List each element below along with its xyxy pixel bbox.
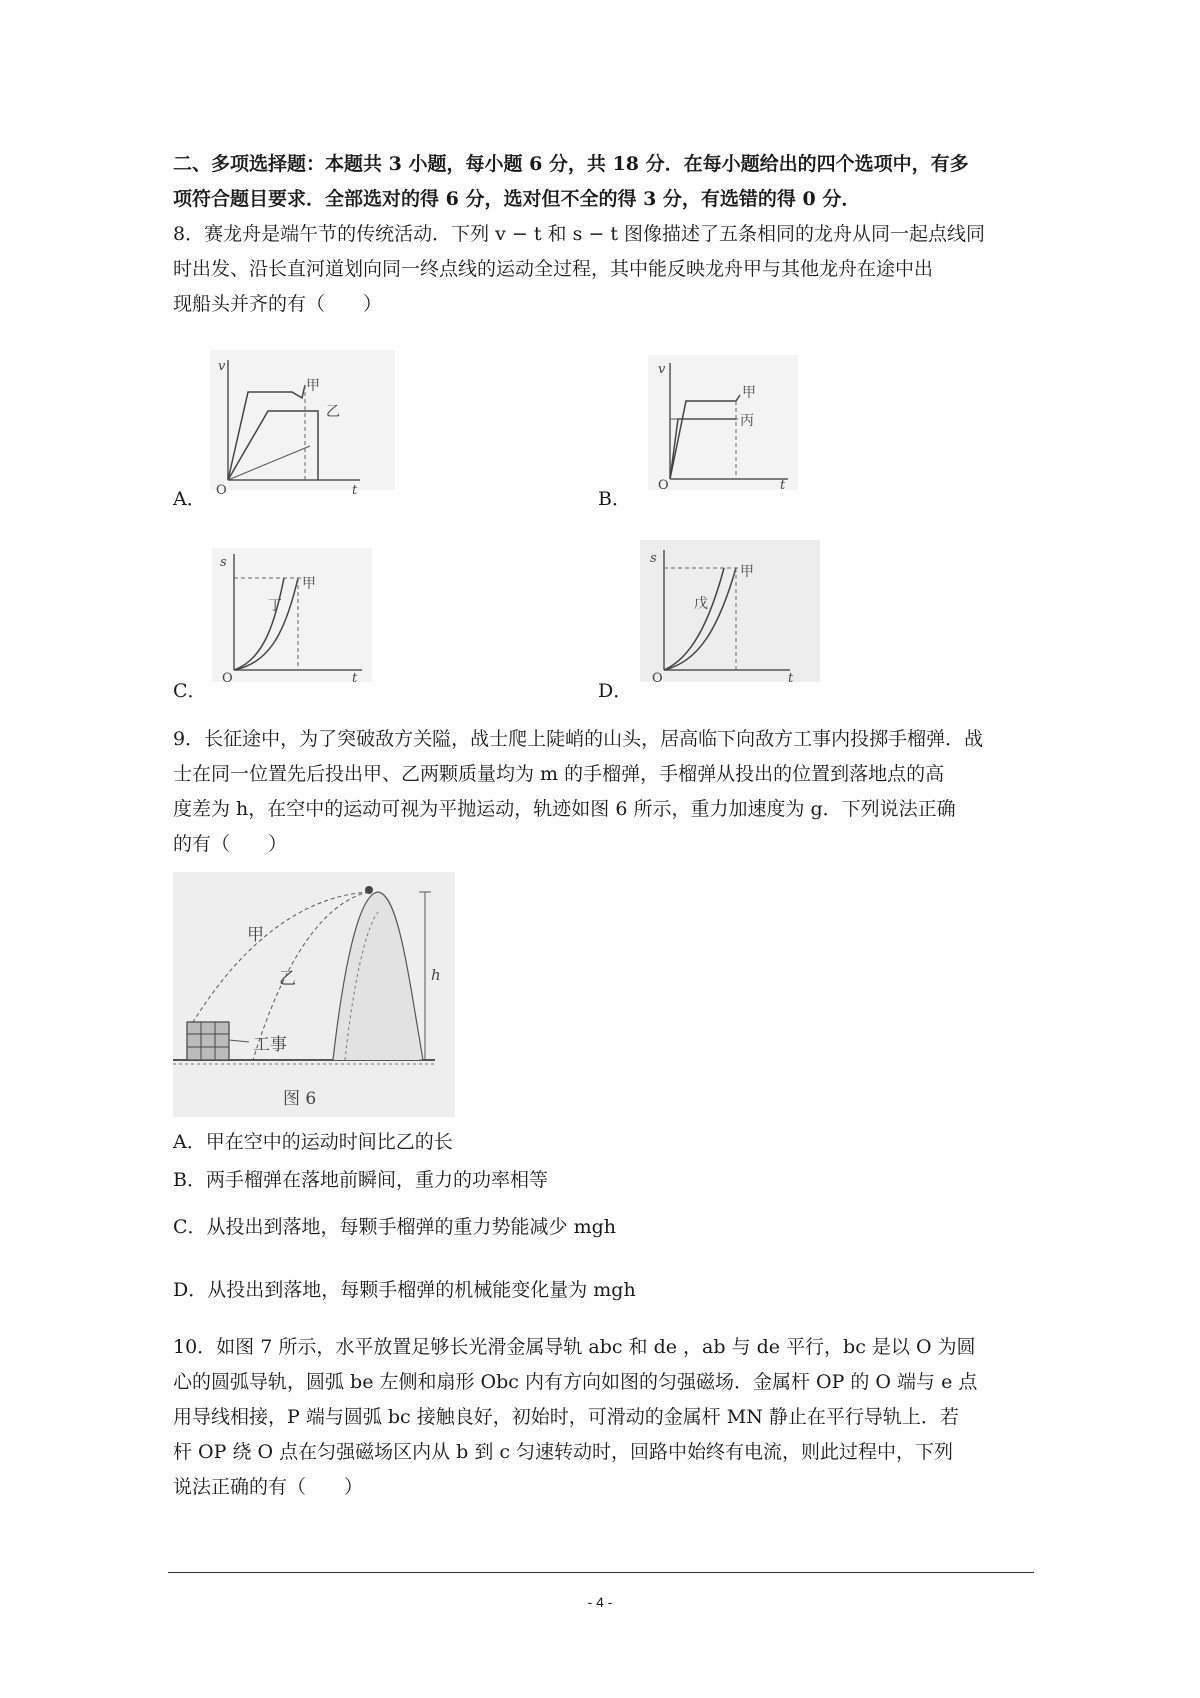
x-axis-label: t	[352, 483, 358, 498]
y-axis-label: v	[218, 359, 226, 374]
q9-option-a: A．甲在空中的运动时间比乙的长	[173, 1131, 453, 1153]
q8-text-line2: 时出发、沿长直河道划向同一终点线的运动全过程，其中能反映龙舟甲与其他龙舟在途中出	[173, 258, 934, 280]
q10-text-line1: 10．如图 7 所示，水平放置足够长光滑金属导轨 abc 和 de ，ab 与 de 平行，bc 是以 O 为圆	[173, 1336, 976, 1358]
curve-label-wu: 戊	[694, 596, 708, 612]
x-axis-label: t	[780, 478, 786, 493]
origin-label: O	[222, 671, 233, 686]
curve-label-ding: 丁	[268, 598, 282, 614]
curve-label-bing: 丙	[740, 413, 754, 429]
label-yi: 乙	[279, 969, 296, 989]
q8-option-c-graph	[212, 548, 372, 686]
q10-text-line4: 杆 OP 绕 O 点在匀强磁场区内从 b 到 c 匀速转动时，回路中始终有电流，则此过程中，下列	[173, 1441, 954, 1463]
q10-text-line3: 用导线相接，P 端与圆弧 bc 接触良好，初始时，可滑动的金属杆 MN 静止在平行导轨上．若	[173, 1406, 959, 1428]
graph-background	[210, 350, 395, 490]
graph-background	[212, 548, 372, 682]
x-axis-label: t	[352, 671, 358, 686]
q10-text-line5: 说法正确的有（ ）	[173, 1476, 364, 1498]
label-gongshi: 工事	[253, 1035, 287, 1055]
q8-option-a-label: A．	[173, 488, 206, 510]
curve-label-yi: 乙	[326, 404, 340, 420]
q8-option-b-label: B．	[598, 488, 631, 510]
q9-option-d: D．从投出到落地，每颗手榴弹的机械能变化量为 mgh	[173, 1279, 636, 1301]
q9-figure-6	[173, 872, 455, 1117]
q9-option-c: C．从投出到落地，每颗手榴弹的重力势能减少 mgh	[173, 1216, 616, 1238]
q8-text-line1: 8．赛龙舟是端午节的传统活动．下列 v − t 和 s − t 图像描述了五条相同的龙舟从同一起点线同	[173, 223, 986, 245]
origin-label: O	[216, 483, 227, 498]
page-number: - 4 -	[587, 1594, 613, 1610]
curve-label-jia: 甲	[742, 385, 756, 401]
section-heading-line2: 项符合题目要求．全部选对的得 6 分，选对但不全的得 3 分，有选错的得 0 分．	[173, 188, 861, 210]
q10-text-line2: 心的圆弧导轨，圆弧 be 左侧和扇形 Obc 内有方向如图的匀强磁场．金属杆 OP 的 O 端与 e 点	[173, 1371, 978, 1393]
curve-label-jia: 甲	[306, 378, 320, 394]
q9-text-line4: 的有（ ）	[173, 833, 288, 855]
q8-option-d-graph	[640, 540, 820, 686]
section-heading-line1: 二、多项选择题：本题共 3 小题，每小题 6 分，共 18 分．在每小题给出的四个选项中，有多	[173, 153, 969, 175]
y-axis-label: v	[658, 362, 666, 377]
figure-caption: 图 6	[283, 1089, 317, 1109]
origin-label: O	[652, 671, 663, 686]
q9-text-line3: 度差为 h，在空中的运动可视为平抛运动，轨迹如图 6 所示，重力加速度为 g．下列说法正确	[173, 798, 956, 820]
q8-option-b-graph	[648, 355, 798, 493]
x-axis-label: t	[788, 671, 794, 686]
bunker-wall	[187, 1022, 229, 1060]
y-axis-label: s	[650, 551, 657, 566]
q8-option-a-graph	[210, 350, 395, 498]
q8-option-d-label: D．	[598, 680, 633, 702]
curve-label-jia: 甲	[740, 564, 754, 580]
footer-rule	[168, 1572, 1034, 1573]
label-h: h	[431, 966, 441, 984]
q8-text-line3: 现船头并齐的有（ ）	[173, 293, 383, 315]
q9-text-line2: 士在同一位置先后投出甲、乙两颗质量均为 m 的手榴弹，手榴弹从投出的位置到落地点的高	[173, 763, 945, 785]
graph-background	[640, 540, 820, 682]
curve-label-jia: 甲	[302, 576, 316, 592]
origin-label: O	[658, 478, 669, 493]
q8-option-c-label: C．	[173, 680, 207, 702]
q9-option-b: B．两手榴弹在落地前瞬间，重力的功率相等	[173, 1169, 548, 1191]
q9-text-line1: 9．长征途中，为了突破敌方关隘，战士爬上陡峭的山头，居高临下向敌方工事内投掷手榴弹．战	[173, 728, 984, 750]
label-jia: 甲	[247, 925, 264, 945]
figure-background	[173, 872, 455, 1117]
y-axis-label: s	[220, 555, 227, 570]
